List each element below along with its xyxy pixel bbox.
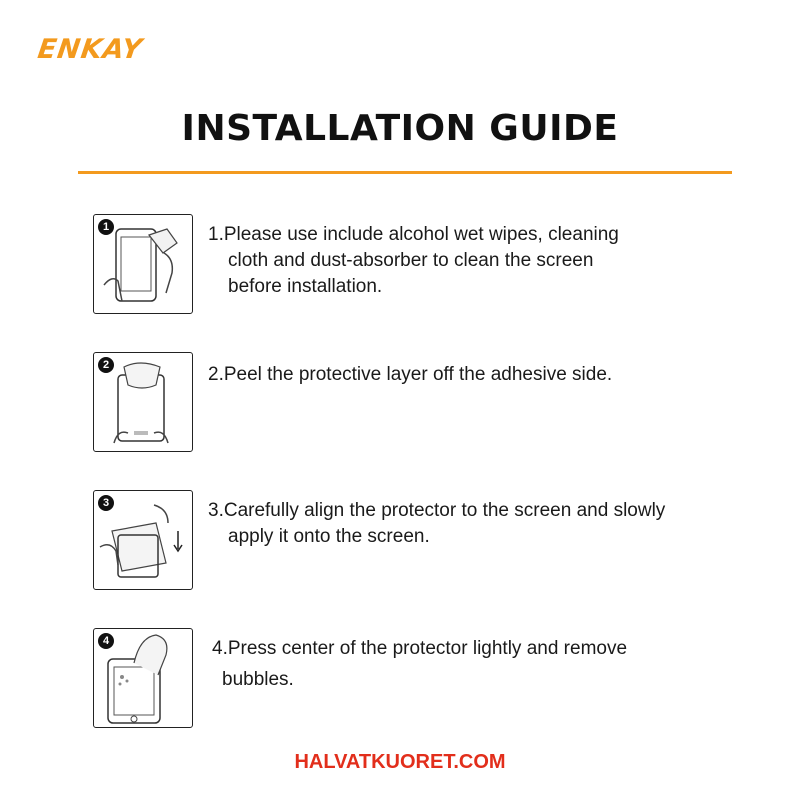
step-3-line-1: 3.Carefully align the protector to the screen and slowly [208,500,666,521]
step-3 [93,490,733,590]
step-1-text [208,222,728,300]
watermark-text: HALVATKUORET.COM [294,751,506,773]
step-4-line-2: bubbles. [222,669,294,690]
step-1-number-badge: 1 [98,219,114,235]
title-divider [78,171,732,174]
step-3-text [208,498,728,550]
step-4-illustration [93,628,193,728]
enkay-logo: ENKAY [35,34,145,65]
step-2 [93,352,733,452]
step-1-line-2: cloth and dust-absorber to clean the screen [228,250,594,271]
step-1-line-3: before installation. [228,276,383,297]
step-1 [93,214,733,314]
step-4 [93,628,733,728]
step-3-illustration [93,490,193,590]
step-1-line-1: 1.Please use include alcohol wet wipes, cleaning [208,224,619,245]
step-1-illustration [93,214,193,314]
step-4-text [212,636,732,693]
page-title: INSTALLATION GUIDE [181,108,619,149]
step-4-line-1: 4.Press center of the protector lightly and remove [212,638,628,659]
step-3-line-2: apply it onto the screen. [228,526,430,547]
step-2-number-badge: 2 [98,357,114,373]
step-4-number-badge: 4 [98,633,114,649]
step-2-illustration [93,352,193,452]
step-2-text [208,362,728,388]
step-2-line-1: 2.Peel the protective layer off the adhesive side. [208,364,613,385]
step-3-number-badge: 3 [98,495,114,511]
